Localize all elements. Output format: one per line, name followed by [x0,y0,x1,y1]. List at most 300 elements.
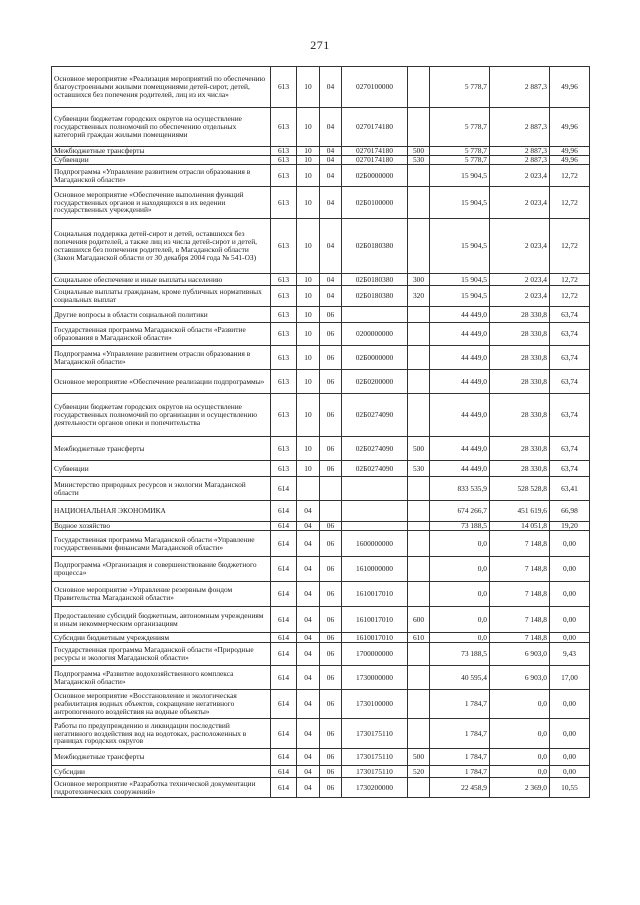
section-code-cell [297,477,320,501]
actual-amount-cell: 0,0 [490,690,550,719]
actual-amount-cell: 7 148,8 [490,607,550,633]
actual-amount-cell: 2 887,3 [490,67,550,108]
target-article-cell: 02Б0000000 [342,346,408,370]
section-code-cell: 04 [297,690,320,719]
table-row [52,557,590,582]
section-code-cell: 04 [297,778,320,798]
row-name-cell: Социальные выплаты гражданам, кроме публичных нормативных социальных выплат [52,286,271,307]
ministry-code-cell: 613 [271,219,297,274]
section-code-cell: 10 [297,394,320,437]
expense-type-cell: 300 [408,274,430,286]
row-name-cell: Межбюджетные трансферты [52,749,271,766]
actual-amount-cell: 28 330,8 [490,307,550,323]
subsection-code-cell: 06 [320,307,342,323]
row-name-cell: Субвенции бюджетам городских округов на осуществление государственных полномочий по организации и осуществлению деятельности органов опеки и попечительства [52,394,271,437]
section-code-cell: 10 [297,219,320,274]
row-name-cell: Субвенции [52,156,271,165]
target-article-cell: 1730175110 [342,719,408,749]
target-article-cell: 1730100000 [342,690,408,719]
table-row [52,461,590,477]
row-name-cell: Субсидии бюджетным учреждениям [52,633,271,643]
row-name-cell: Основное мероприятие «Восстановление и экологическая реабилитация водных объектов, сокращение негативного антропогенного воздействия на водные объекты» [52,690,271,719]
row-name-cell: Государственная программа Магаданской области «Управление государственными финансами Магаданской области» [52,531,271,557]
ministry-code-cell: 614 [271,666,297,690]
section-code-cell: 10 [297,67,320,108]
expense-type-cell [408,394,430,437]
target-article-cell [342,307,408,323]
approved-amount-cell: 15 904,5 [430,286,490,307]
row-name-cell: Межбюджетные трансферты [52,147,271,156]
row-name-cell: Подпрограмма «Управление развитием отрасли образования в Магаданской области» [52,346,271,370]
subsection-code-cell: 04 [320,108,342,147]
actual-amount-cell: 28 330,8 [490,323,550,346]
expense-type-cell [408,323,430,346]
ministry-code-cell: 613 [271,67,297,108]
expense-type-cell [408,219,430,274]
table-row [52,437,590,461]
ministry-code-cell: 613 [271,165,297,187]
actual-amount-cell: 2 887,3 [490,147,550,156]
target-article-cell [342,522,408,531]
execution-percent-cell: 49,96 [550,108,590,147]
actual-amount-cell: 7 148,8 [490,557,550,582]
target-article-cell: 1600000000 [342,531,408,557]
table-row [52,582,590,607]
target-article-cell: 0200000000 [342,323,408,346]
section-code-cell: 04 [297,633,320,643]
section-code-cell: 10 [297,274,320,286]
ministry-code-cell: 614 [271,778,297,798]
section-code-cell: 10 [297,156,320,165]
subsection-code-cell: 06 [320,323,342,346]
subsection-code-cell: 06 [320,766,342,778]
ministry-code-cell: 614 [271,643,297,666]
row-name-cell: Основное мероприятие «Разработка технической документации гидротехнических сооружений» [52,778,271,798]
table-row [52,477,590,501]
subsection-code-cell: 06 [320,394,342,437]
execution-percent-cell: 63,41 [550,477,590,501]
approved-amount-cell: 1 784,7 [430,719,490,749]
subsection-code-cell: 04 [320,67,342,108]
row-name-cell: Подпрограмма «Организация и совершенствование бюджетного процесса» [52,557,271,582]
table-row [52,286,590,307]
approved-amount-cell: 44 449,0 [430,394,490,437]
ministry-code-cell: 614 [271,749,297,766]
execution-percent-cell: 63,74 [550,370,590,394]
execution-percent-cell: 0,00 [550,582,590,607]
ministry-code-cell: 614 [271,522,297,531]
expense-type-cell [408,501,430,522]
actual-amount-cell: 7 148,8 [490,531,550,557]
row-name-cell: Работы по предупреждению и ликвидации последствий негативного воздействия вод на водотоках, расположенных в границах городских округов [52,719,271,749]
approved-amount-cell: 5 778,7 [430,156,490,165]
execution-percent-cell: 0,00 [550,766,590,778]
subsection-code-cell: 06 [320,633,342,643]
subsection-code-cell [320,501,342,522]
section-code-cell: 10 [297,147,320,156]
table-row [52,274,590,286]
execution-percent-cell: 63,74 [550,346,590,370]
execution-percent-cell: 12,72 [550,165,590,187]
execution-percent-cell: 12,72 [550,219,590,274]
subsection-code-cell: 04 [320,286,342,307]
execution-percent-cell: 0,00 [550,690,590,719]
target-article-cell: 1610017010 [342,582,408,607]
table-row [52,307,590,323]
target-article-cell: 02Б0180380 [342,286,408,307]
row-name-cell: Основное мероприятие «Реализация мероприятий по обеспечению благоустроенными жилыми помещениями детей-сирот, детей, оставшихся без попечения родителей, лиц из их числа» [52,67,271,108]
target-article-cell: 1610017010 [342,607,408,633]
expense-type-cell [408,67,430,108]
target-article-cell: 1610017010 [342,633,408,643]
execution-percent-cell: 12,72 [550,286,590,307]
ministry-code-cell: 614 [271,501,297,522]
target-article-cell: 02Б0100000 [342,187,408,219]
section-code-cell: 04 [297,522,320,531]
expense-type-cell: 520 [408,766,430,778]
approved-amount-cell: 1 784,7 [430,749,490,766]
ministry-code-cell: 614 [271,477,297,501]
section-code-cell: 10 [297,187,320,219]
ministry-code-cell: 613 [271,437,297,461]
target-article-cell: 02Б0180380 [342,219,408,274]
approved-amount-cell: 1 784,7 [430,690,490,719]
approved-amount-cell: 22 458,9 [430,778,490,798]
subsection-code-cell: 06 [320,370,342,394]
execution-percent-cell: 9,43 [550,643,590,666]
target-article-cell: 1730175110 [342,766,408,778]
section-code-cell: 10 [297,286,320,307]
table-row [52,187,590,219]
subsection-code-cell: 06 [320,719,342,749]
subsection-code-cell: 06 [320,607,342,633]
actual-amount-cell: 6 903,0 [490,666,550,690]
row-name-cell: Основное мероприятие «Обеспечение выполнения функций государственных органов и находящихся в их ведении государственных учреждений» [52,187,271,219]
actual-amount-cell: 2 369,0 [490,778,550,798]
execution-percent-cell: 12,72 [550,187,590,219]
actual-amount-cell: 28 330,8 [490,461,550,477]
expense-type-cell: 500 [408,749,430,766]
table-row [52,778,590,798]
subsection-code-cell: 04 [320,187,342,219]
approved-amount-cell: 15 904,5 [430,165,490,187]
subsection-code-cell: 06 [320,582,342,607]
table-row [52,370,590,394]
execution-percent-cell: 63,74 [550,307,590,323]
actual-amount-cell: 2 887,3 [490,156,550,165]
subsection-code-cell [320,477,342,501]
table-row [52,633,590,643]
table-row [52,522,590,531]
approved-amount-cell: 15 904,5 [430,219,490,274]
section-code-cell: 04 [297,607,320,633]
table-body [52,67,590,798]
approved-amount-cell: 44 449,0 [430,346,490,370]
row-name-cell: Субсидии [52,766,271,778]
approved-amount-cell: 0,0 [430,607,490,633]
expense-type-cell [408,346,430,370]
actual-amount-cell: 28 330,8 [490,370,550,394]
approved-amount-cell: 0,0 [430,633,490,643]
subsection-code-cell: 06 [320,346,342,370]
section-code-cell: 04 [297,501,320,522]
expense-type-cell [408,187,430,219]
target-article-cell: 1730000000 [342,666,408,690]
row-name-cell: Водное хозяйство [52,522,271,531]
table-row [52,719,590,749]
page-number: 271 [310,38,330,52]
target-article-cell: 1730200000 [342,778,408,798]
actual-amount-cell: 28 330,8 [490,346,550,370]
actual-amount-cell: 0,0 [490,719,550,749]
actual-amount-cell: 528 528,8 [490,477,550,501]
execution-percent-cell: 63,74 [550,394,590,437]
expense-type-cell [408,666,430,690]
target-article-cell: 02Б0274090 [342,437,408,461]
actual-amount-cell: 14 051,8 [490,522,550,531]
row-name-cell: Государственная программа Магаданской области «Природные ресурсы и экология Магаданской области» [52,643,271,666]
table-row [52,147,590,156]
section-code-cell: 04 [297,582,320,607]
approved-amount-cell: 44 449,0 [430,461,490,477]
section-code-cell: 04 [297,557,320,582]
ministry-code-cell: 613 [271,108,297,147]
approved-amount-cell: 5 778,7 [430,108,490,147]
row-name-cell: Государственная программа Магаданской области «Развитие образования в Магаданской области» [52,323,271,346]
row-name-cell: Межбюджетные трансферты [52,437,271,461]
subsection-code-cell: 04 [320,274,342,286]
ministry-code-cell: 613 [271,370,297,394]
table-row [52,766,590,778]
approved-amount-cell: 1 784,7 [430,766,490,778]
subsection-code-cell: 06 [320,666,342,690]
ministry-code-cell: 613 [271,286,297,307]
execution-percent-cell: 17,00 [550,666,590,690]
target-article-cell: 0270100000 [342,67,408,108]
approved-amount-cell: 44 449,0 [430,307,490,323]
section-code-cell: 10 [297,165,320,187]
approved-amount-cell: 0,0 [430,557,490,582]
execution-percent-cell: 63,74 [550,437,590,461]
approved-amount-cell: 15 904,5 [430,274,490,286]
table-row [52,666,590,690]
table-row [52,346,590,370]
ministry-code-cell: 613 [271,461,297,477]
ministry-code-cell: 614 [271,719,297,749]
actual-amount-cell: 2 023,4 [490,274,550,286]
row-name-cell: Основное мероприятие «Управление резервным фондом Правительства Магаданской области» [52,582,271,607]
target-article-cell: 0270174180 [342,108,408,147]
actual-amount-cell: 2 023,4 [490,219,550,274]
row-name-cell: Субвенции [52,461,271,477]
ministry-code-cell: 614 [271,766,297,778]
section-code-cell: 10 [297,370,320,394]
target-article-cell: 0270174180 [342,156,408,165]
ministry-code-cell: 614 [271,557,297,582]
target-article-cell [342,501,408,522]
expense-type-cell [408,108,430,147]
target-article-cell: 02Б0274090 [342,394,408,437]
approved-amount-cell: 5 778,7 [430,67,490,108]
execution-percent-cell: 0,00 [550,749,590,766]
section-code-cell: 10 [297,346,320,370]
row-name-cell: Основное мероприятие «Обеспечение реализации подпрограммы» [52,370,271,394]
expense-type-cell: 530 [408,156,430,165]
execution-percent-cell: 63,74 [550,323,590,346]
actual-amount-cell: 2 023,4 [490,165,550,187]
subsection-code-cell: 06 [320,461,342,477]
table-row [52,108,590,147]
approved-amount-cell: 0,0 [430,582,490,607]
execution-percent-cell: 10,55 [550,778,590,798]
actual-amount-cell: 2 023,4 [490,286,550,307]
subsection-code-cell: 06 [320,778,342,798]
subsection-code-cell: 04 [320,156,342,165]
execution-percent-cell: 49,96 [550,67,590,108]
execution-percent-cell: 12,72 [550,274,590,286]
row-name-cell: Предоставление субсидий бюджетным, автономным учреждениям и иным некоммерческим организациям [52,607,271,633]
subsection-code-cell: 06 [320,643,342,666]
row-name-cell: Другие вопросы в области социальной политики [52,307,271,323]
approved-amount-cell: 15 904,5 [430,187,490,219]
actual-amount-cell: 0,0 [490,766,550,778]
expense-type-cell: 320 [408,286,430,307]
target-article-cell: 02Б0274090 [342,461,408,477]
expense-type-cell [408,531,430,557]
target-article-cell [342,477,408,501]
approved-amount-cell: 44 449,0 [430,323,490,346]
expense-type-cell [408,557,430,582]
approved-amount-cell: 73 188,5 [430,643,490,666]
ministry-code-cell: 614 [271,582,297,607]
execution-percent-cell: 66,98 [550,501,590,522]
section-code-cell: 10 [297,307,320,323]
expense-type-cell: 500 [408,147,430,156]
target-article-cell: 1700000000 [342,643,408,666]
ministry-code-cell: 613 [271,156,297,165]
expense-type-cell [408,582,430,607]
row-name-cell: Министерство природных ресурсов и экологии Магаданской области [52,477,271,501]
expense-type-cell [408,690,430,719]
actual-amount-cell: 451 619,6 [490,501,550,522]
ministry-code-cell: 613 [271,147,297,156]
table-row [52,607,590,633]
approved-amount-cell: 674 266,7 [430,501,490,522]
approved-amount-cell: 0,0 [430,531,490,557]
table-row [52,67,590,108]
row-name-cell: НАЦИОНАЛЬНАЯ ЭКОНОМИКА [52,501,271,522]
ministry-code-cell: 613 [271,187,297,219]
actual-amount-cell: 2 887,3 [490,108,550,147]
execution-percent-cell: 49,96 [550,147,590,156]
subsection-code-cell: 04 [320,219,342,274]
expense-type-cell: 610 [408,633,430,643]
actual-amount-cell: 0,0 [490,749,550,766]
target-article-cell: 0270174180 [342,147,408,156]
section-code-cell: 04 [297,719,320,749]
approved-amount-cell: 73 188,5 [430,522,490,531]
expense-type-cell [408,307,430,323]
table-row [52,394,590,437]
expense-type-cell [408,477,430,501]
table-row [52,690,590,719]
table-row [52,323,590,346]
row-name-cell: Социальное обеспечение и иные выплаты населению [52,274,271,286]
ministry-code-cell: 614 [271,531,297,557]
actual-amount-cell: 2 023,4 [490,187,550,219]
approved-amount-cell: 44 449,0 [430,370,490,394]
target-article-cell: 1610000000 [342,557,408,582]
section-code-cell: 04 [297,666,320,690]
execution-percent-cell: 0,00 [550,633,590,643]
section-code-cell: 04 [297,643,320,666]
execution-percent-cell: 0,00 [550,719,590,749]
subsection-code-cell: 06 [320,749,342,766]
expense-type-cell [408,165,430,187]
ministry-code-cell: 614 [271,690,297,719]
row-name-cell: Подпрограмма «Управление развитием отрасли образования в Магаданской области» [52,165,271,187]
approved-amount-cell: 40 595,4 [430,666,490,690]
expense-type-cell: 600 [408,607,430,633]
subsection-code-cell: 04 [320,165,342,187]
actual-amount-cell: 28 330,8 [490,394,550,437]
execution-percent-cell: 49,96 [550,156,590,165]
expense-type-cell [408,643,430,666]
approved-amount-cell: 5 778,7 [430,147,490,156]
table-row [52,156,590,165]
execution-percent-cell: 19,20 [550,522,590,531]
section-code-cell: 10 [297,461,320,477]
actual-amount-cell: 6 903,0 [490,643,550,666]
subsection-code-cell: 04 [320,147,342,156]
section-code-cell: 10 [297,437,320,461]
table-row [52,219,590,274]
expense-type-cell: 500 [408,437,430,461]
ministry-code-cell: 613 [271,323,297,346]
actual-amount-cell: 28 330,8 [490,437,550,461]
table-row [52,531,590,557]
ministry-code-cell: 613 [271,307,297,323]
budget-execution-table [51,66,590,798]
execution-percent-cell: 0,00 [550,607,590,633]
approved-amount-cell: 44 449,0 [430,437,490,461]
expense-type-cell [408,778,430,798]
approved-amount-cell: 833 535,9 [430,477,490,501]
ministry-code-cell: 613 [271,394,297,437]
table-row [52,501,590,522]
section-code-cell: 04 [297,766,320,778]
ministry-code-cell: 613 [271,274,297,286]
table-row [52,643,590,666]
section-code-cell: 10 [297,323,320,346]
expense-type-cell: 530 [408,461,430,477]
execution-percent-cell: 0,00 [550,531,590,557]
section-code-cell: 10 [297,108,320,147]
subsection-code-cell: 06 [320,531,342,557]
target-article-cell: 02Б0180380 [342,274,408,286]
table-row [52,749,590,766]
subsection-code-cell: 06 [320,437,342,461]
row-name-cell: Субвенции бюджетам городских округов на осуществление государственных полномочий по обеспечению отдельных категорий граждан жилыми помещениями [52,108,271,147]
target-article-cell: 1730175110 [342,749,408,766]
section-code-cell: 04 [297,749,320,766]
subsection-code-cell: 06 [320,522,342,531]
execution-percent-cell: 0,00 [550,557,590,582]
section-code-cell: 04 [297,531,320,557]
ministry-code-cell: 614 [271,633,297,643]
actual-amount-cell: 7 148,8 [490,633,550,643]
expense-type-cell [408,719,430,749]
